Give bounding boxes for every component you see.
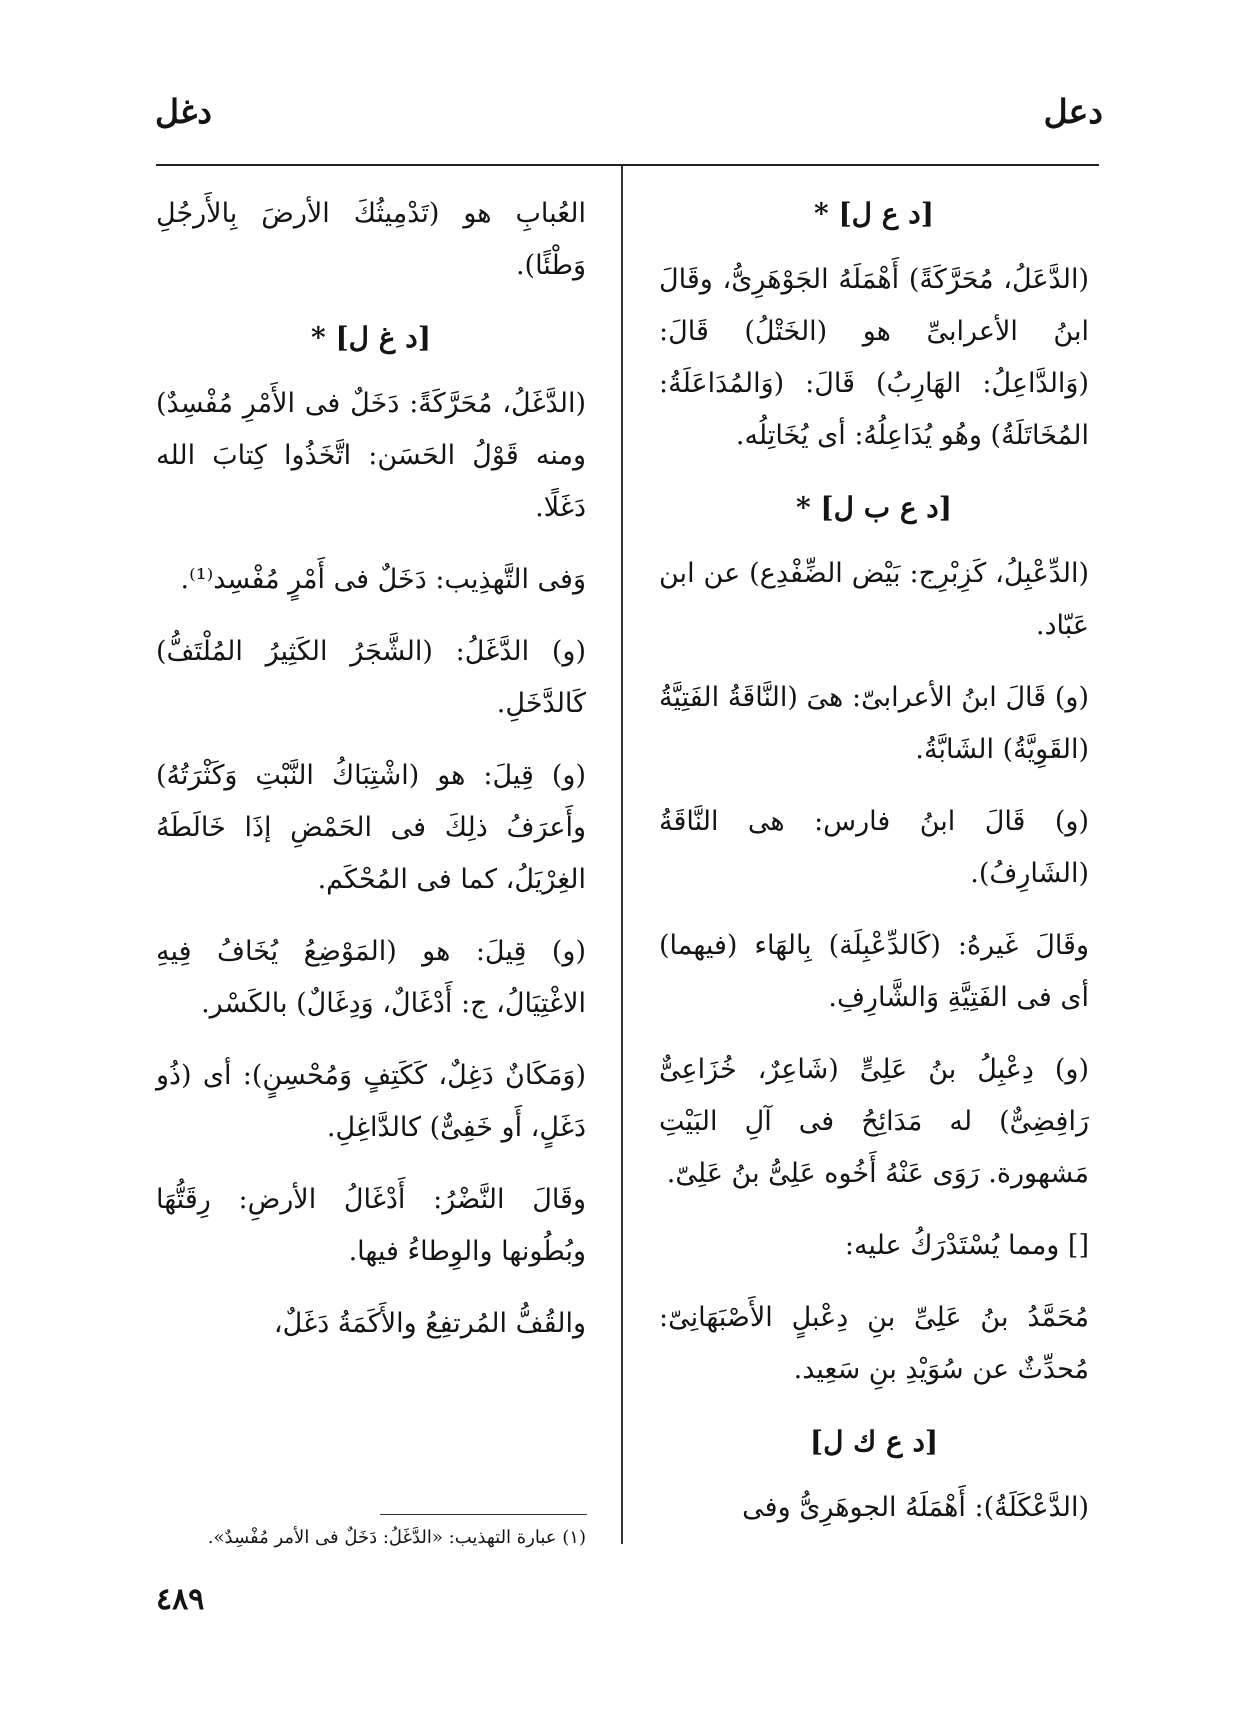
paragraph: (و) قِيلَ: هو (المَوْضِعُ يُخَافُ فِيهِ الاغْتِيَالُ، ج: أَدْغَالٌ، وَدِغَالٌ) بالكَسْر. [156,936,586,1019]
running-header-right: دعل [1043,92,1103,131]
paragraph: العُبابِ هو (تَدْمِيثُكَ الأرضَ بِالأَرجُلِ وَطْئًا). [156,198,586,281]
header-rule [156,164,1099,166]
paragraph: (الدَّغَلُ، مُحَرَّكَةً: دَخَلٌ فى الأَمْرِ مُفْسِدٌ) ومنه قَوْلُ الحَسَن: اتَّخَذُوا كِتابَ الله دَغَلًا. [156,388,586,523]
paragraph: وقَالَ النَّضْرُ: أَدْغَالُ الأرضِ: رِقَتُّهَا وبُطُونها والوِطاءُ فيها. [156,1184,586,1267]
left-column [156,188,586,1370]
column-divider [621,166,623,1544]
paragraph: (و) الدَّغَلُ: (الشَّجَرُ الكَثِيرُ المُلْتَفُّ) كَالدَّخَلِ. [156,636,586,719]
paragraph: (الدَّعْكَلَةُ): أَهْمَلَهُ الجوهَرِىُّ وفى [742,1492,1089,1523]
entry-heading: [د غ ل] * [311,321,431,354]
page-number: ٤٨٩ [156,1582,205,1617]
paragraph: (الدَّعَلُ، مُحَرَّكَةً) أَهْمَلَهُ الجَوْهَرِىُّ، وقَالَ ابنُ الأعرابىِّ هو (الخَتْلُ) قَالَ: (وَالدَّاعِلُ: الهَارِبُ) قَالَ: (وَالمُدَاعَلَةُ: المُخَاتَلَةُ) وهُو يُدَاعِلُهُ: أى يُخَاتِلُه. [659,264,1089,451]
paragraph: (و) قَالَ ابنُ الأعرابىّ: هىَ (النَّاقَةُ الفَتِيَّةُ (القَوِيَّةُ) الشَابَّةُ. [659,682,1089,765]
paragraph: مُحَمَّدُ بنُ عَلِىِّ بنِ دِعْبلٍ الأَصْبَهَانِىّ: مُحدِّثٌ عن سُوَيْدِ بنِ سَعِيد. [659,1302,1089,1385]
paragraph: [] ومما يُسْتَدْرَكُ عليه: [844,1230,1089,1261]
entry-heading: [د ع ب ل] * [795,491,952,524]
paragraph: (و) قِيلَ: هو (اشْتِبَاكُ النَّبْتِ وَكَثْرَتُهُ) وأَعرَفُ ذلِكَ فى الحَمْضِ إذَا خَالَطَهُ الغِرْيَلُ، كما فى المُحْكَم. [156,760,586,895]
paragraph: (و) قَالَ ابنُ فارس: هى النَّاقَةُ (الشَارِفُ). [659,806,1089,889]
footnote-rule [380,1514,587,1515]
paragraph: (و) دِعْبِلُ بنُ عَلِىٍّ (شَاعِرٌ، خُزَاعِىٌّ رَافِضِىٌّ) له مَدَائِحُ فى آلِ البَيْتِ مَشهورة. رَوَى عَنْهُ أَخُوه عَلِىُّ بنُ عَلِىّ. [659,1054,1089,1189]
entry-heading: [د ع ك ل] [809,1425,939,1458]
entry-heading: [د ع ل] * [814,197,934,230]
paragraph: وَفى التَّهذِيب: دَخَلٌ فى أَمْرٍ مُفْسِد⁽¹⁾. [180,564,586,595]
right-column [659,188,1089,1554]
paragraph: والقُفُّ المُرتفِعُ والأَكَمَةُ دَغَلٌ، [273,1308,586,1339]
footnote: (١) عبارة التهذيب: «الدَّغَلُ: دَخَلٌ فى الأمر مُفْسِدٌ». [207,1527,586,1548]
paragraph: وقَالَ غَيرهُ: (كَالدِّعْبِلَة) بِالهَاء (فيهما) أى فى الفَتِيَّةِ وَالشَّارِفِ. [659,930,1089,1013]
running-header-left: دغل [155,92,212,131]
paragraph: (الدِّعْبِلُ، كَزِبْرِج: بَيْض الضِّفْدِع) عن ابن عَبّاد. [659,558,1089,641]
paragraph: (وَمَكَانٌ دَغِلٌ، كَكَتِفٍ وَمُحْسِنٍ): أى (ذُو دَغَلٍ، أَو خَفِىٌّ) كالدَّاغِلِ. [156,1060,586,1143]
